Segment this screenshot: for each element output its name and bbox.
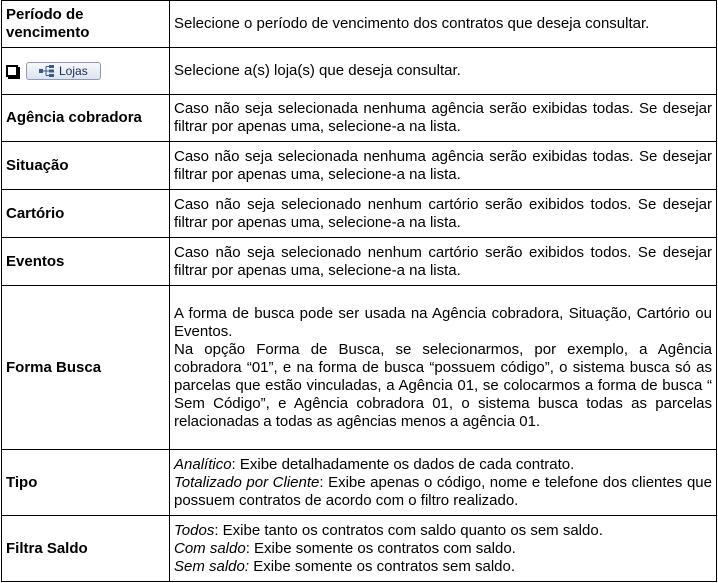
row-label: Eventos [2,238,170,286]
lojas-button[interactable] [26,62,101,80]
table-row [2,190,717,238]
lojas-control-cell [2,48,170,95]
hierarchy-icon [39,65,55,77]
row-description: Caso não seja selecionada nenhuma agência serão exibidas todas. Se desejar filtrar por apenas uma, selecione-a na lista. [170,95,717,142]
row-label: Forma Busca [2,286,170,450]
item-text: : Exibe detalhadamente os dados de cada contrato. [231,455,575,473]
item-text: : Exibe apenas o código, nome e telefone dos clientes que possuem contratos de acordo com o filtro realizado. [174,473,712,509]
item-term: Com saldo [174,539,246,557]
row-label: Período de vencimento [2,1,170,48]
table-row [2,450,717,516]
table-row [2,238,717,286]
row-description: Caso não seja selecionada nenhuma agência serão exibidas todas. Se desejar filtrar por apenas uma, selecione-a na lista. [170,142,717,190]
table-row [2,1,717,48]
item-text: : Exibe somente os contratos com saldo. [245,539,516,557]
row-label: Filtra Saldo [2,516,170,582]
row-description: Selecione a(s) loja(s) que deseja consultar. [170,48,717,95]
row-label: Tipo [2,450,170,516]
item-text: : Exibe tanto os contratos com saldo quanto os sem saldo. [214,521,603,539]
list-item [174,522,712,540]
item-term: Sem saldo: [174,557,250,575]
row-description: Caso não seja selecionado nenhum cartório serão exibidos todos. Se desejar filtrar por apenas uma, selecione-a na lista. [170,238,717,286]
checkbox[interactable] [6,65,18,77]
table-row [2,48,717,95]
row-description: Selecione o período de vencimento dos contratos que deseja consultar. [170,1,717,48]
paragraph: A forma de busca pode ser usada na Agência cobradora, Situação, Cartório ou Eventos. [174,304,712,340]
options-table [1,0,717,582]
row-description [170,516,717,582]
list-item [174,474,712,510]
list-item [174,456,712,474]
table-row [2,95,717,142]
item-term: Totalizado por Cliente [174,473,320,491]
table-row [2,286,717,450]
row-label: Situação [2,142,170,190]
row-description: Caso não seja selecionado nenhum cartório serão exibidos todos. Se desejar filtrar por apenas uma, selecione-a na lista. [170,190,717,238]
item-term: Analítico [174,455,232,473]
row-label: Cartório [2,190,170,238]
row-description [170,450,717,516]
row-label: Agência cobradora [2,95,170,142]
item-term: Todos [174,521,215,539]
list-item [174,558,712,576]
item-text: Exibe somente os contratos sem saldo. [249,557,516,575]
table-row [2,142,717,190]
table-row [2,516,717,582]
lojas-button-label: Lojas [59,64,88,78]
list-item [174,540,712,558]
paragraph: Na opção Forma de Busca, se selecionarmos, por exemplo, a Agência cobradora “01”, e na forma de busca “possuem código”, o sistema busca só as parcelas que estão vinculadas, a Agência 01, se colocarmos a forma de busca “ Sem Código”, e Agência cobradora 01, o sistema busca todas as parcelas relacionadas a todas as agências menos a agência 01. [174,340,712,430]
row-description [170,286,717,450]
